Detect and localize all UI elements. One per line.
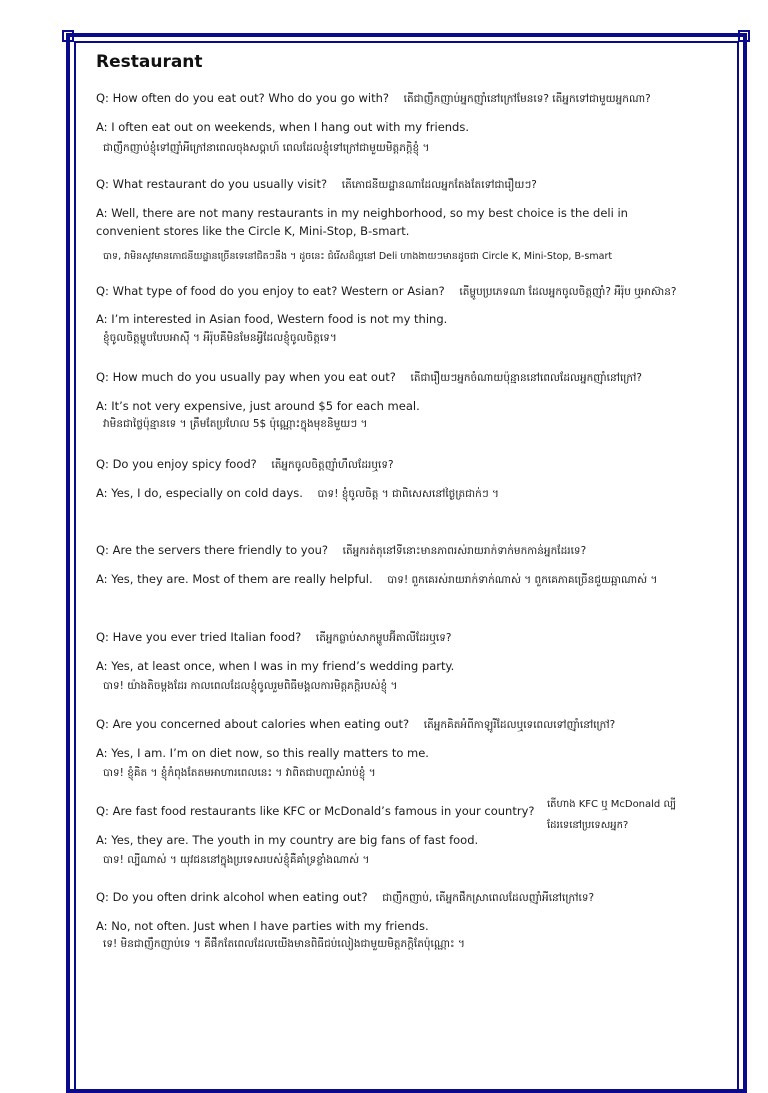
- answer-2-cont: convenient stores like the Circle K, Mini-Stop, B-smart.: [96, 224, 410, 238]
- answer-3: A: I’m interested in Asian food, Western food is not my thing.: [96, 312, 448, 326]
- answer-1: A: I often eat out on weekends, when I hang out with my friends.: [96, 120, 470, 134]
- answer-9: A: Yes, they are. The youth in my country are big fans of fast food.: [96, 833, 479, 847]
- answer-4: A: It’s not very expensive, just around $5 for each meal.: [96, 399, 420, 413]
- question-4: Q: How much do you usually pay when you eat out? តើជារឿយៗអ្នកចំណាយប៉ុន្មាននៅពេលដែលអ្នកញ៉ាំនៅក្រៅ?: [96, 370, 643, 384]
- page-title: Restaurant: [96, 52, 203, 72]
- question-9-khmer-cont: ដែរទេនៅប្រទេសអ្នក?: [547, 820, 629, 831]
- answer-4-khmer: វាមិនជាថ្លៃប៉ុន្មានទេ ។ ត្រឹមតែប្រហែល 5$ ប៉ុណ្ណោះក្នុងមុខនិមួយៗ ។: [103, 418, 368, 430]
- question-5: Q: Do you enjoy spicy food? តើអ្នកចូលចិត្តញ៉ាំហឹលដែរឬទេ?: [96, 457, 394, 471]
- answer-7-khmer: បាទ! យ៉ាងតិចម្តងដែរ កាលពេលដែលខ្ញុំចូលរួមពិធីមង្គលការមិត្តភក្តិរបស់ខ្ញុំ ។: [103, 680, 398, 692]
- question-7: Q: Have you ever tried Italian food? តើអ្នកធ្លាប់សាកម្ហូបអ៊ីតាលីដែរឬទេ?: [96, 630, 452, 644]
- border-corner-tl: [62, 30, 74, 42]
- answer-9-khmer: បាទ! ល្បីណាស់ ។ យុវជននៅក្នុងប្រទេសរបស់ខ្ញុំគឺគាំទ្រខ្លាំងណាស់ ។: [103, 854, 370, 866]
- question-10: Q: Do you often drink alcohol when eating out? ជាញឹកញាប់, តើអ្នកផឹកស្រាពេលដែលញ៉ាំអីនៅក្រៅទេ?: [96, 890, 595, 904]
- answer-6: A: Yes, they are. Most of them are really helpful. បាទ! ពួកគេរស់រាយរាក់ទាក់ណាស់ ។ ពួកគេភាគច្រើនជួយឆ្អាណាស់ ។: [96, 572, 658, 586]
- answer-2-khmer: បាទ, វាមិនសូវមានភោជនីយដ្ឋានច្រើនទេនៅជិតៗនឹង ។ ដូចនេះ ជំរើសដ៏ល្អនៅ Deli ហាងងាយៗមានដូចជា Circle K, Mini-Stop, B-smart: [103, 251, 613, 262]
- answer-7: A: Yes, at least once, when I was in my friend’s wedding party.: [96, 659, 455, 673]
- page-border-inner: [74, 41, 739, 1091]
- answer-10: A: No, not often. Just when I have parties with my friends.: [96, 919, 429, 933]
- question-6: Q: Are the servers there friendly to you? តើអ្នករត់តុនៅទីនោះមានភាពរស់រាយរាក់ទាក់មកកាន់អ្នកដែរទេ?: [96, 543, 587, 557]
- answer-8: A: Yes, I am. I’m on diet now, so this really matters to me.: [96, 746, 429, 760]
- question-8: Q: Are you concerned about calories when eating out? តើអ្នកគិតអំពីកាឡូរីដែលឬទេពេលទៅញ៉ាំនៅក្រៅ?: [96, 717, 616, 731]
- question-1: Q: How often do you eat out? Who do you go with? តើជាញឹកញាប់អ្នកញ៉ាំនៅក្រៅមែនទេ? តើអ្នកទៅជាមួយអ្នកណា?: [96, 91, 651, 105]
- answer-5: A: Yes, I do, especially on cold days. បាទ! ខ្ញុំចូលចិត្ត ។ ជាពិសេសនៅថ្ងៃត្រជាក់ៗ ។: [96, 486, 499, 500]
- question-9: Q: Are fast food restaurants like KFC or McDonald’s famous in your country?: [96, 804, 535, 818]
- border-corner-tr: [738, 30, 750, 42]
- answer-3-khmer: ខ្ញុំចូលចិត្តម្ហូបបែបអាស៊ី ។ អឺរ៉ុបគឺមិនមែនអ្វីដែលខ្ញុំចូលចិត្តទេ។: [103, 332, 337, 344]
- answer-8-khmer: បាទ! ខ្ញុំគិត ។ ខ្ញុំកំពុងតែតមអាហារពេលនេះ ។ វាពិតជាបញ្ហាសំរាប់ខ្ញុំ ។: [103, 767, 376, 779]
- answer-10-khmer: ទេ! មិនជាញឹកញាប់ទេ ។ គឺផឹកតែពេលដែលយើងមានពិធីជប់លៀងជាមួយមិត្តភក្តិតែប៉ុណ្ណោះ ។: [103, 938, 465, 950]
- question-2: Q: What restaurant do you usually visit? តើភោជនីយដ្ឋានណាដែលអ្នកតែងតែទៅជារឿយៗ?: [96, 177, 537, 191]
- question-3: Q: What type of food do you enjoy to eat? Western or Asian? តើម្ហូបប្រភេទណា ដែលអ្នកចូលចិត្តញ៉ាំ? អឺរ៉ុប ឬអាស៊ាន?: [96, 284, 677, 298]
- answer-2: A: Well, there are not many restaurants in my neighborhood, so my best choice is the deli in: [96, 206, 628, 220]
- answer-1-khmer: ជាញឹកញាប់ខ្ញុំទៅញ៉ាំអីក្រៅនាពេលចុងសប្តាហ៍ ពេលដែលខ្ញុំទៅក្រៅជាមួយមិត្តភក្តិខ្ញុំ ។: [103, 142, 430, 154]
- question-9-khmer: តើហាង KFC ឬ McDonald ល្បី: [547, 799, 676, 810]
